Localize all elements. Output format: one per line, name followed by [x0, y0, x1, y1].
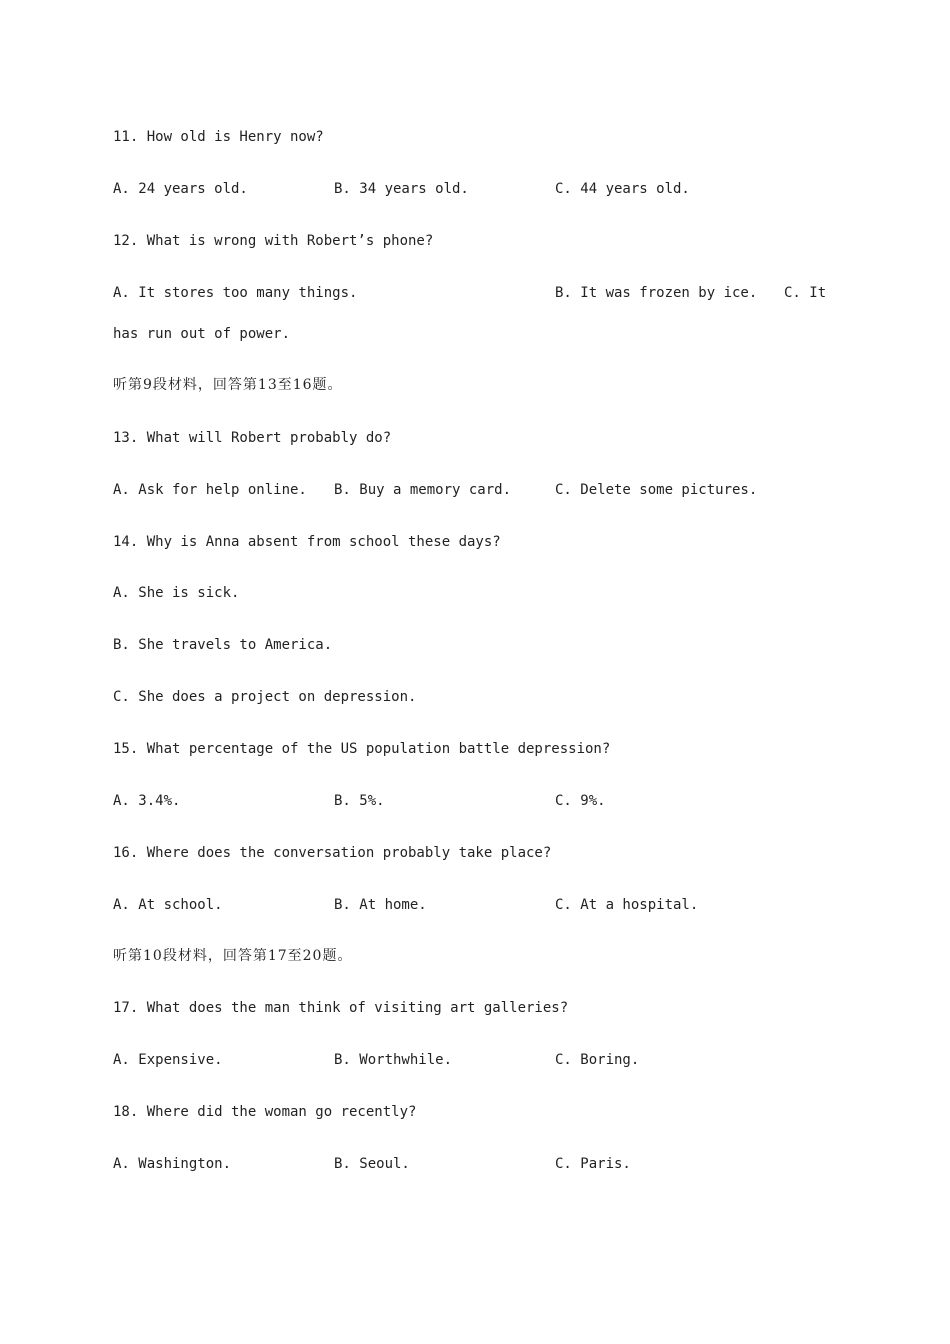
- question-17-stem: 17. What does the man think of visiting art galleries?: [113, 1000, 569, 1016]
- question-14-option-c: C. She does a project on depression.: [113, 689, 417, 705]
- question-15-option-a: A. 3.4%.: [113, 793, 181, 809]
- question-17-option-b: B. Worthwhile.: [334, 1052, 453, 1068]
- question-12-option-b: B. It was frozen by ice.: [555, 285, 758, 301]
- question-16-option-c: C. At a hospital.: [555, 897, 699, 913]
- question-14-option-b: B. She travels to America.: [113, 637, 333, 653]
- question-14-option-a: A. She is sick.: [113, 585, 240, 601]
- question-13-option-b: B. Buy a memory card.: [334, 482, 512, 498]
- question-12-option-c: C. It: [784, 285, 827, 301]
- question-11-option-a: A. 24 years old.: [113, 181, 248, 197]
- question-18-option-a: A. Washington.: [113, 1156, 232, 1172]
- section-10-instruction: 听第10段材料，回答第17至20题。: [113, 948, 353, 964]
- question-12-option-a: A. It stores too many things.: [113, 285, 358, 301]
- question-16-stem: 16. Where does the conversation probably take place?: [113, 845, 552, 861]
- question-12-option-c-continued: has run out of power.: [113, 326, 291, 342]
- question-15-option-b: B. 5%.: [334, 793, 385, 809]
- question-17-option-c: C. Boring.: [555, 1052, 640, 1068]
- question-18-stem: 18. Where did the woman go recently?: [113, 1104, 417, 1120]
- question-17-option-a: A. Expensive.: [113, 1052, 223, 1068]
- question-14-stem: 14. Why is Anna absent from school these days?: [113, 534, 501, 550]
- question-15-option-c: C. 9%.: [555, 793, 606, 809]
- question-18-option-c: C. Paris.: [555, 1156, 631, 1172]
- question-11-option-c: C. 44 years old.: [555, 181, 690, 197]
- question-15-stem: 15. What percentage of the US population battle depression?: [113, 741, 611, 757]
- question-11-stem: 11. How old is Henry now?: [113, 129, 324, 145]
- question-11-option-b: B. 34 years old.: [334, 181, 469, 197]
- question-13-option-c: C. Delete some pictures.: [555, 482, 758, 498]
- question-16-option-a: A. At school.: [113, 897, 223, 913]
- question-18-option-b: B. Seoul.: [334, 1156, 410, 1172]
- question-16-option-b: B. At home.: [334, 897, 427, 913]
- section-9-instruction: 听第9段材料，回答第13至16题。: [113, 377, 343, 393]
- question-12-stem: 12. What is wrong with Robert’s phone?: [113, 233, 434, 249]
- question-13-option-a: A. Ask for help online.: [113, 482, 307, 498]
- question-13-stem: 13. What will Robert probably do?: [113, 430, 392, 446]
